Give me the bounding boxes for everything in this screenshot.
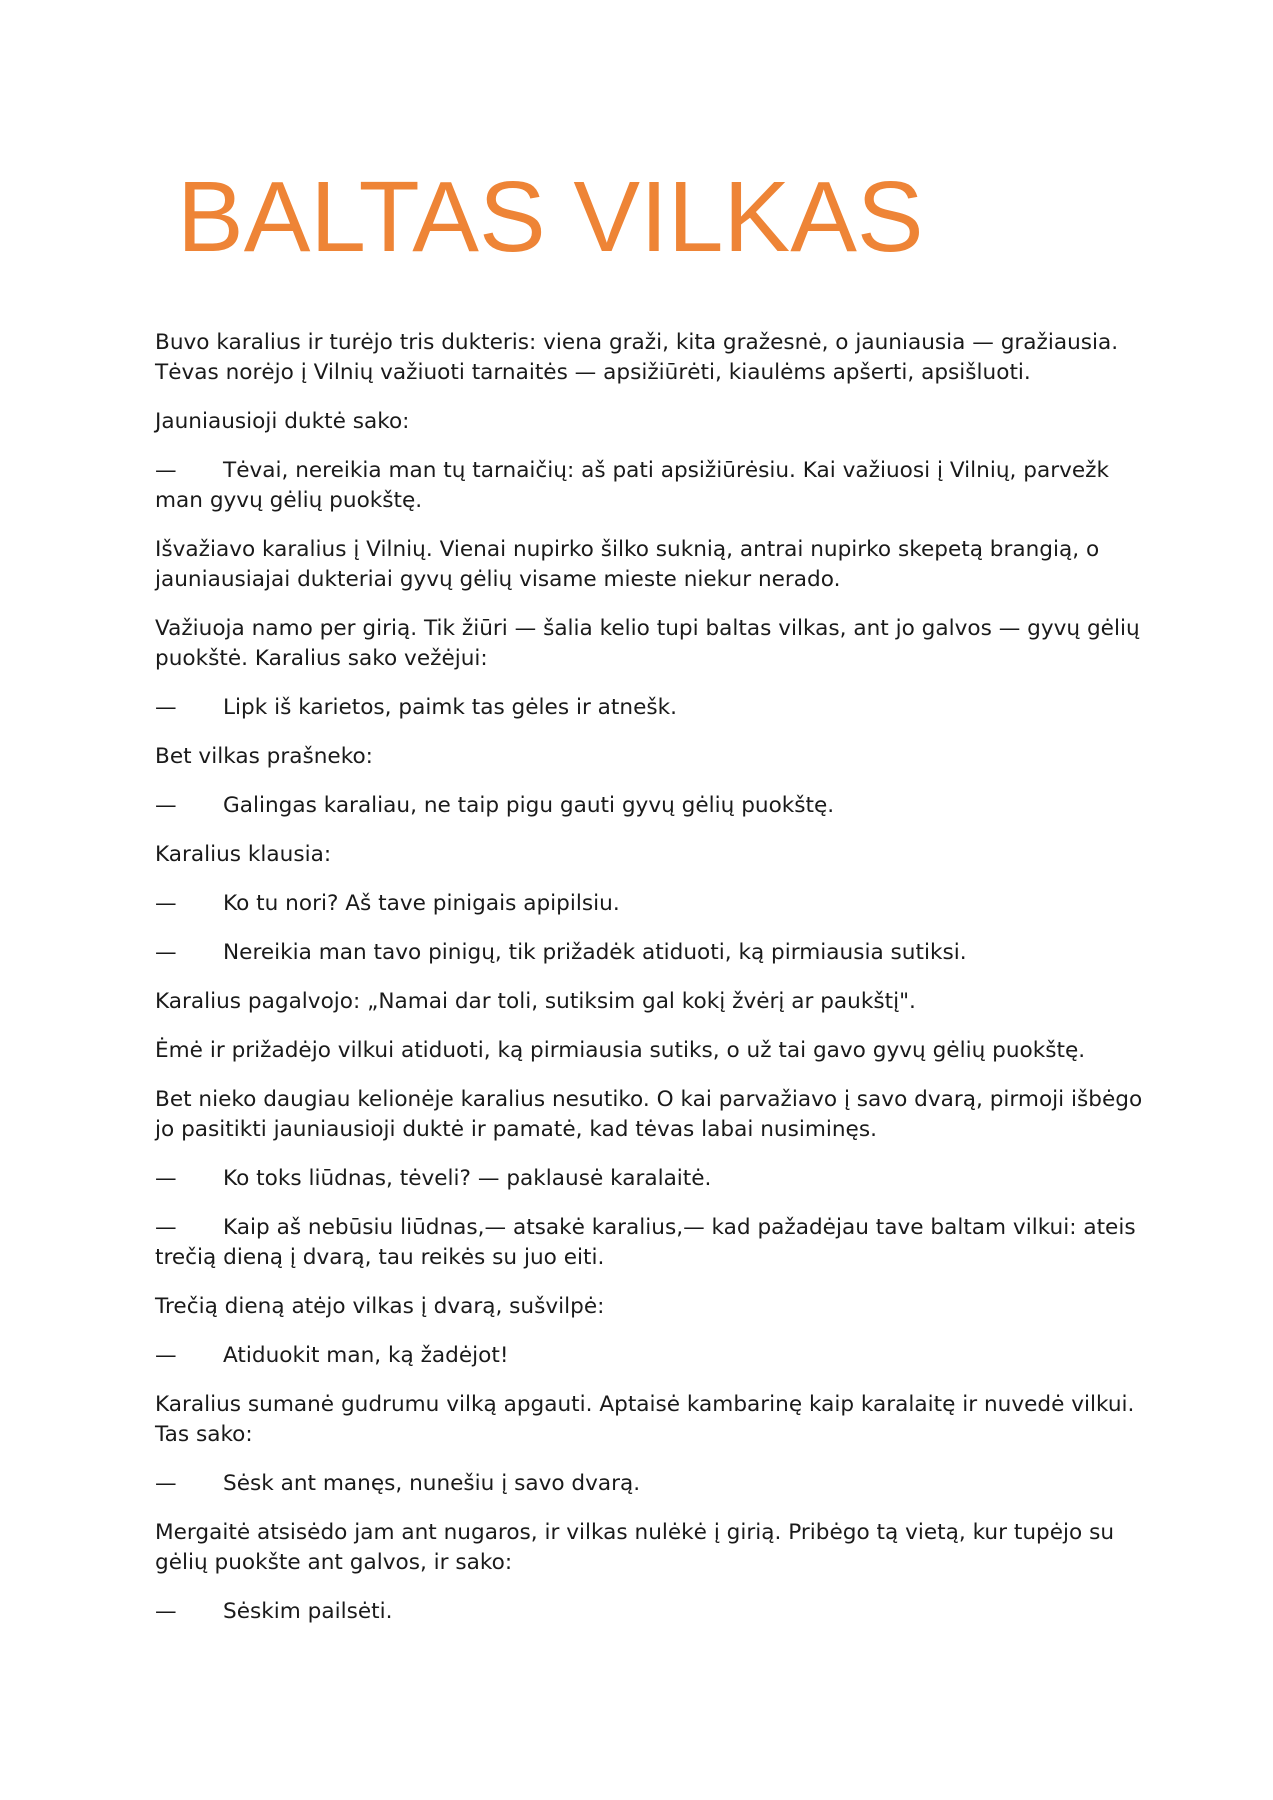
dialogue-paragraph (155, 1597, 1145, 1627)
paragraph-text: Galingas karaliau, ne taip pigu gauti gyvų gėlių puokštę. (223, 793, 835, 818)
dialogue-dash: — (155, 1166, 177, 1191)
narration-paragraph (155, 1292, 1145, 1322)
dialogue-dash: — (155, 1215, 177, 1240)
dialogue-dash: — (155, 1343, 177, 1368)
dialogue-paragraph (155, 938, 1145, 968)
document-title: BALTAS VILKAS (177, 161, 924, 273)
paragraph-text: Tėvai, nereikia man tų tarnaičių: aš pati apsižiūrėsiu. Kai važiuosi į Vilnių, parvežk man gyvų gėlių puokštę. (155, 458, 1109, 513)
dialogue-dash: — (155, 458, 177, 483)
narration-paragraph (155, 987, 1145, 1017)
paragraph-text: Bet vilkas prašneko: (155, 744, 373, 769)
paragraph-text: Važiuoja namo per girią. Tik žiūri — šalia kelio tupi baltas vilkas, ant jo galvos — gyvų gėlių puokštė. Karalius sako vežėjui: (155, 616, 1140, 671)
paragraph-text: Buvo karalius ir turėjo tris dukteris: viena graži, kita gražesnė, o jauniausia — gražiausia. Tėvas norėjo į Vilnių važiuoti tarnaitės — apsižiūrėti, kiaulėms apšerti, apsišluoti. (155, 330, 1119, 385)
narration-paragraph (155, 535, 1145, 595)
narration-paragraph (155, 1390, 1145, 1450)
paragraph-text: Lipk iš karietos, paimk tas gėles ir atnešk. (223, 695, 677, 720)
paragraph-text: Trečią dieną atėjo vilkas į dvarą, sušvilpė: (155, 1294, 605, 1319)
paragraph-text: Karalius pagalvojo: „Namai dar toli, sutiksim gal kokį žvėrį ar paukštį". (155, 989, 916, 1014)
narration-paragraph (155, 407, 1145, 437)
dialogue-dash: — (155, 1599, 177, 1624)
story-body (155, 328, 1145, 1646)
dialogue-dash: — (155, 793, 177, 818)
dialogue-paragraph (155, 1469, 1145, 1499)
dialogue-paragraph (155, 693, 1145, 723)
paragraph-text: Karalius sumanė gudrumu vilką apgauti. Aptaisė kambarinę kaip karalaitę ir nuvedė vilkui. Tas sako: (155, 1392, 1135, 1447)
dialogue-paragraph (155, 791, 1145, 821)
narration-paragraph (155, 614, 1145, 674)
narration-paragraph (155, 328, 1145, 388)
paragraph-text: Kaip aš nebūsiu liūdnas,— atsakė karalius,— kad pažadėjau tave baltam vilkui: ateis trečią dieną į dvarą, tau reikės su juo eiti. (155, 1215, 1136, 1270)
narration-paragraph (155, 1518, 1145, 1578)
dialogue-dash: — (155, 891, 177, 916)
paragraph-text: Išvažiavo karalius į Vilnių. Vienai nupirko šilko suknią, antrai nupirko skepetą brangią, o jauniausiajai dukteriai gyvų gėlių visame mieste niekur nerado. (155, 537, 1100, 592)
paragraph-text: Ko tu nori? Aš tave pinigais apipilsiu. (223, 891, 620, 916)
dialogue-paragraph (155, 1164, 1145, 1194)
dialogue-paragraph (155, 1213, 1145, 1273)
paragraph-text: Bet nieko daugiau kelionėje karalius nesutiko. O kai parvažiavo į savo dvarą, pirmoji išbėgo jo pasitikti jauniausioji duktė ir pamatė, kad tėvas labai nusiminęs. (155, 1087, 1143, 1142)
paragraph-text: Atiduokit man, ką žadėjot! (223, 1343, 509, 1368)
dialogue-paragraph (155, 889, 1145, 919)
paragraph-text: Ėmė ir prižadėjo vilkui atiduoti, ką pirmiausia sutiks, o už tai gavo gyvų gėlių puokštę. (155, 1038, 1086, 1063)
dialogue-dash: — (155, 1471, 177, 1496)
paragraph-text: Karalius klausia: (155, 842, 332, 867)
paragraph-text: Sėsk ant manęs, nunešiu į savo dvarą. (223, 1471, 641, 1496)
paragraph-text: Jauniausioji duktė sako: (155, 409, 410, 434)
paragraph-text: Mergaitė atsisėdo jam ant nugaros, ir vilkas nulėkė į girią. Pribėgo tą vietą, kur tupėjo su gėlių puokšte ant galvos, ir sako: (155, 1520, 1115, 1575)
narration-paragraph (155, 1085, 1145, 1145)
dialogue-paragraph (155, 1341, 1145, 1371)
narration-paragraph (155, 742, 1145, 772)
paragraph-text: Nereikia man tavo pinigų, tik prižadėk atiduoti, ką pirmiausia sutiksi. (223, 940, 967, 965)
narration-paragraph (155, 1036, 1145, 1066)
dialogue-paragraph (155, 456, 1145, 516)
dialogue-dash: — (155, 940, 177, 965)
paragraph-text: Sėskim pailsėti. (223, 1599, 393, 1624)
narration-paragraph (155, 840, 1145, 870)
paragraph-text: Ko toks liūdnas, tėveli? — paklausė karalaitė. (223, 1166, 712, 1191)
dialogue-dash: — (155, 695, 177, 720)
